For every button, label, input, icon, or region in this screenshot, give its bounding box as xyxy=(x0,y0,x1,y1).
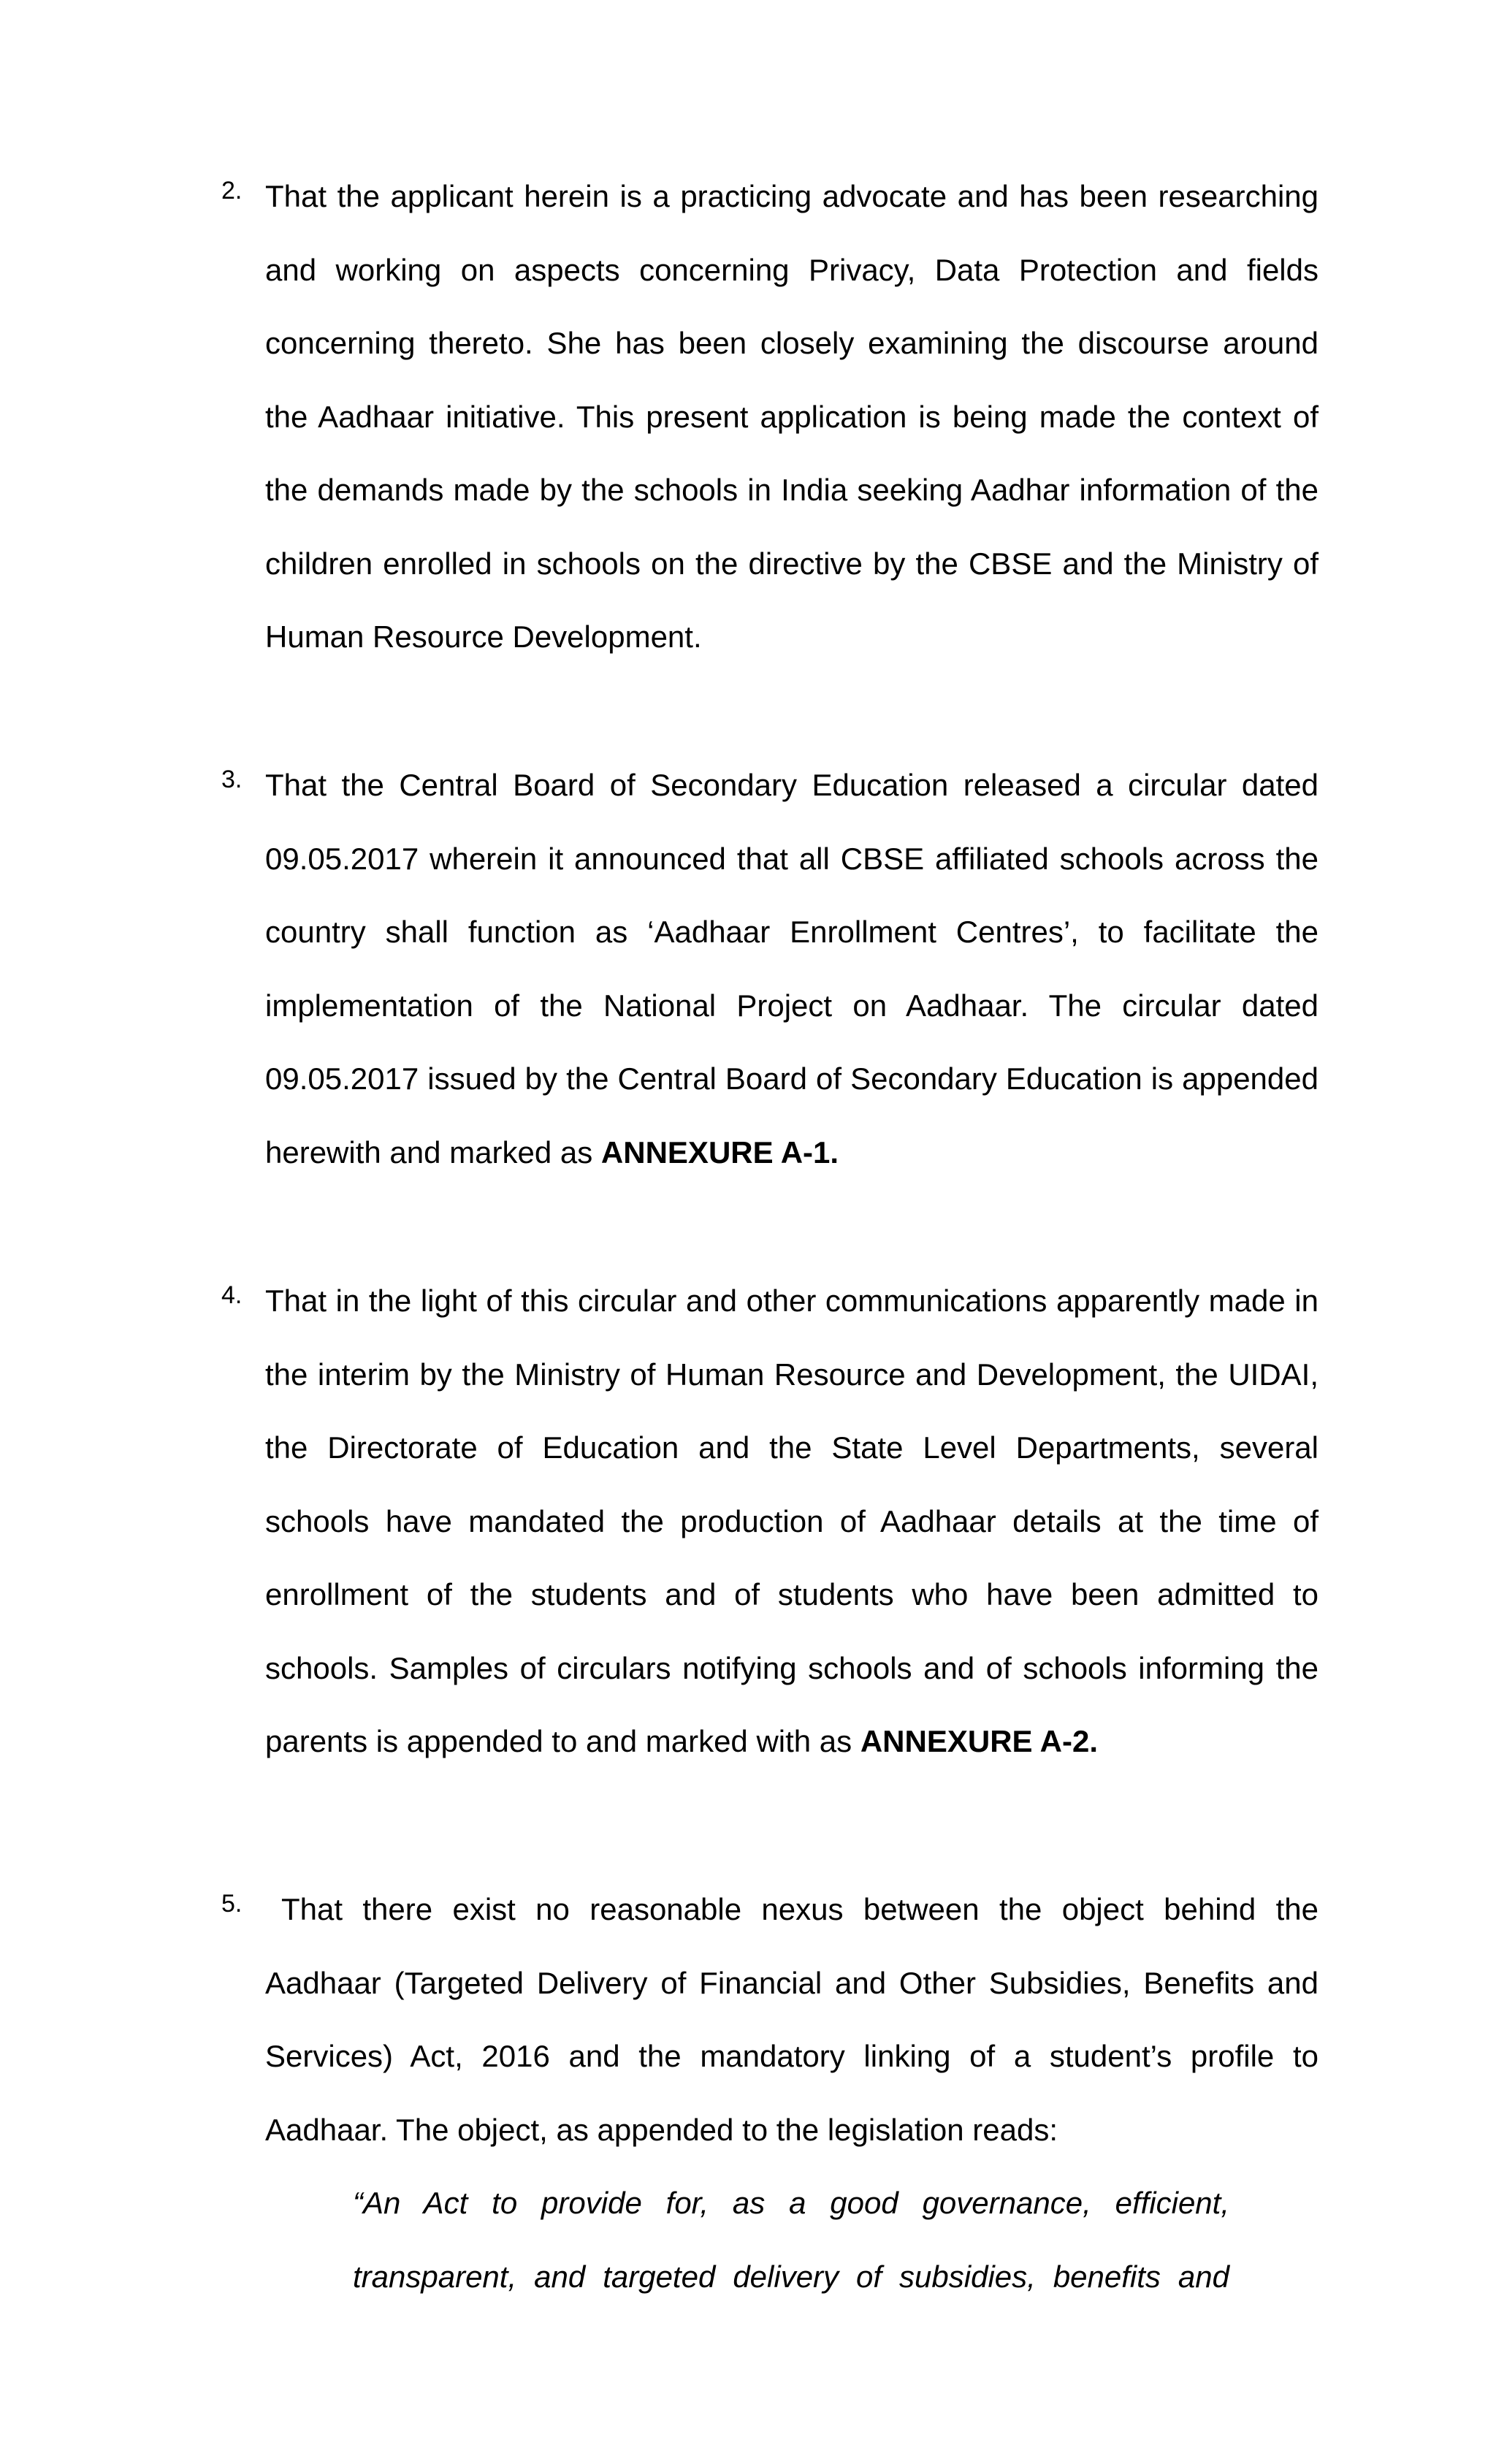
annexure-reference: ANNEXURE A-2. xyxy=(860,1724,1098,1758)
paragraph-3 xyxy=(221,749,1318,1189)
block-quote: “An Act to provide for, as a good governance, efficient, transparent, and targeted delivery of subsidies, benefits and xyxy=(353,2186,1229,2294)
paragraph-number: 3. xyxy=(221,766,243,793)
paragraph-body: That in the light of this circular and other communications apparently made in the interim by the Ministry of Human Resource and Development, the UIDAI, the Directorate of Education and the State Level Departments, several schools have mandated the production of Aadhaar details at the time of enrollment of the students and of students who have been admitted to schools. Samples of circulars notifying schools and of schools informing the parents is appended to and marked with as xyxy=(265,1284,1318,1758)
paragraph-text xyxy=(265,1265,1318,1779)
paragraph-2 xyxy=(221,160,1318,674)
paragraph-number: 4. xyxy=(221,1281,243,1309)
paragraph-text xyxy=(265,749,1318,1189)
paragraph-number: 2. xyxy=(221,177,243,205)
annexure-reference: ANNEXURE A-1. xyxy=(600,1134,839,1170)
paragraph-5 xyxy=(221,1873,1318,2167)
paragraph-4 xyxy=(221,1265,1318,1779)
paragraph-text: That the applicant herein is a practicing advocate and has been researching and working on aspects concerning Privacy, Data Protection and fields concerning thereto. She has been closely examining the discourse around the Aadhaar initiative. This present application is being made the context of the demands made by the schools in India seeking Aadhar information of the children enrolled in schools on the directive by the CBSE and the Ministry of Human Resource Development. xyxy=(265,179,1318,654)
paragraph-body: That there exist no reasonable nexus between the object behind the Aadhaar (Targeted Delivery of Financial and Other Subsidies, Benefits and Services) Act, 2016 and the mandatory linking of a student’s profile to Aadhaar. The object, as appended to the legislation reads: xyxy=(265,1892,1318,2147)
paragraph-number: 5. xyxy=(221,1890,243,1918)
paragraph-text xyxy=(265,1873,1318,2167)
paragraph-body: That the Central Board of Secondary Education released a circular dated 09.05.2017 wherein it announced that all CBSE affiliated schools across the country shall function as ‘Aadhaar Enrollment Centres’, to facilitate the implementation of the National Project on Aadhaar. The circular dated 09.05.2017 issued by the Central Board of Secondary Education is appended herewith and marked as xyxy=(265,768,1318,1170)
